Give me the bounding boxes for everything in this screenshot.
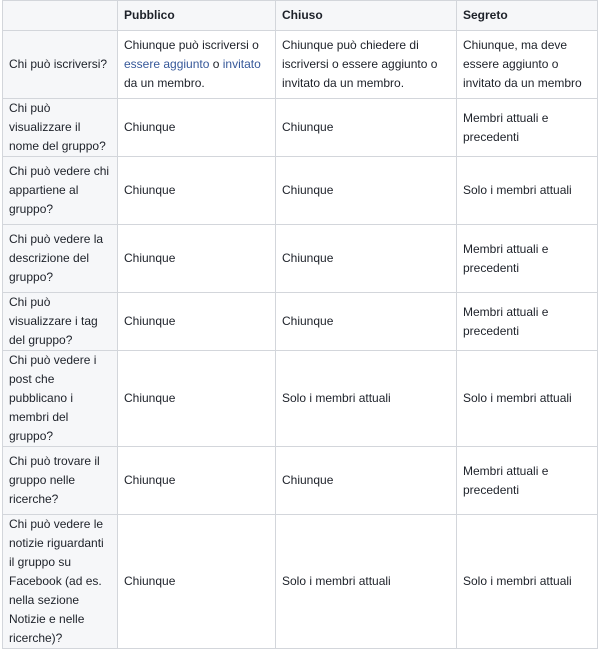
cell-chiuso: Chiunque [276,157,457,225]
row-question: Chi può trovare il gruppo nelle ricerche? [3,447,118,515]
row-question: Chi può visualizzare il nome del gruppo? [3,99,118,157]
table-row [3,293,598,351]
cell-chiuso: Chiunque può chiedere di iscriversi o essere aggiunto o invitato da un membro. [276,31,457,99]
link-essere-aggiunto[interactable]: essere aggiunto [124,57,210,71]
cell-segreto: Solo i membri attuali [457,515,598,649]
cell-pubblico [118,31,276,99]
table-row [3,225,598,293]
cell-pubblico: Chiunque [118,157,276,225]
cell-chiuso: Solo i membri attuali [276,515,457,649]
cell-segreto: Membri attuali e precedenti [457,293,598,351]
cell-segreto: Membri attuali e precedenti [457,225,598,293]
cell-pubblico: Chiunque [118,515,276,649]
table-row [3,447,598,515]
cell-pubblico: Chiunque [118,447,276,515]
cell-pubblico: Chiunque [118,293,276,351]
cell-segreto: Membri attuali e precedenti [457,447,598,515]
header-segreto: Segreto [457,1,598,31]
cell-chiuso: Chiunque [276,99,457,157]
row-question: Chi può vedere chi appartiene al gruppo? [3,157,118,225]
row-question: Chi può vedere la descrizione del gruppo? [3,225,118,293]
cell-pubblico: Chiunque [118,99,276,157]
header-pubblico: Pubblico [118,1,276,31]
row-question: Chi può visualizzare i tag del gruppo? [3,293,118,351]
group-privacy-table [2,0,598,649]
row-question: Chi può vedere i post che pubblicano i membri del gruppo? [3,351,118,447]
cell-segreto: Chiunque, ma deve essere aggiunto o invitato da un membro [457,31,598,99]
cell-pubblico: Chiunque [118,351,276,447]
cell-text: o [209,57,223,71]
cell-text: da un membro. [124,76,205,90]
table-row [3,351,598,447]
table-row [3,99,598,157]
link-invitato[interactable]: invitato [222,57,261,71]
row-question: Chi può vedere le notizie riguardanti il gruppo su Facebook (ad es. nella sezione Notizie e nelle ricerche)? [3,515,118,649]
cell-chiuso: Chiunque [276,225,457,293]
cell-segreto: Solo i membri attuali [457,351,598,447]
cell-chiuso: Solo i membri attuali [276,351,457,447]
cell-pubblico: Chiunque [118,225,276,293]
header-chiuso: Chiuso [276,1,457,31]
row-question: Chi può iscriversi? [3,31,118,99]
cell-segreto: Membri attuali e precedenti [457,99,598,157]
cell-chiuso: Chiunque [276,293,457,351]
table-row [3,157,598,225]
table-row [3,515,598,649]
header-row [3,1,598,31]
cell-chiuso: Chiunque [276,447,457,515]
cell-segreto: Solo i membri attuali [457,157,598,225]
header-corner [3,1,118,31]
table-row [3,31,598,99]
cell-text: Chiunque può iscriversi o [124,38,259,52]
